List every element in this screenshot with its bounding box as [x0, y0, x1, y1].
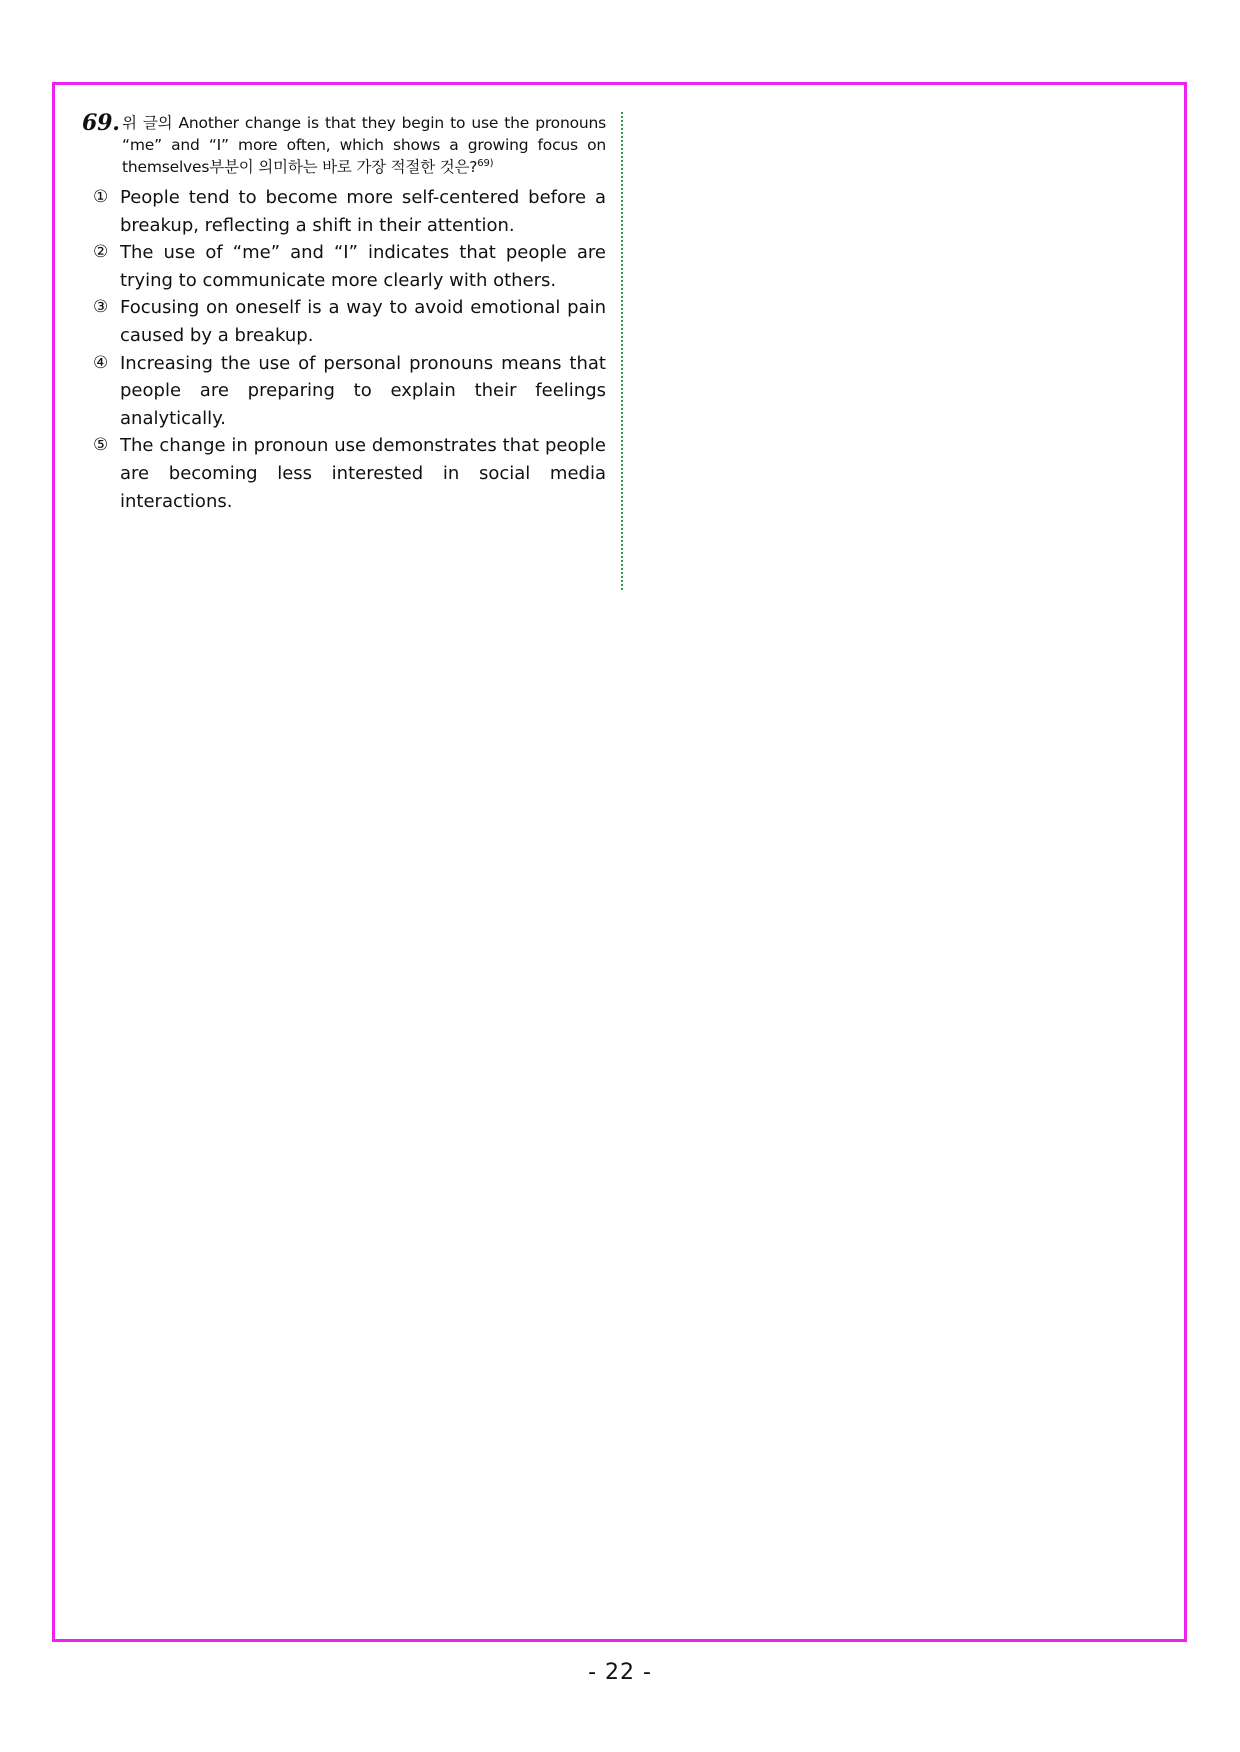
- choice-3[interactable]: [82, 294, 606, 349]
- choice-text: People tend to become more self-centered before a breakup, reflecting a shift in their attention.: [120, 187, 606, 236]
- choice-text: Focusing on oneself is a way to avoid emotional pain caused by a breakup.: [120, 297, 606, 346]
- question-prompt: 위 글의 Another change is that they begin to use the pronouns “me” and “I” more often, which shows a growing focus on themselves부분이 의미하는 바로 가장 적절한 것은?: [122, 114, 606, 176]
- choice-4[interactable]: [82, 350, 606, 433]
- choice-marker: ②: [93, 242, 109, 263]
- question-69: [82, 112, 606, 515]
- choice-5[interactable]: [82, 432, 606, 515]
- choice-1[interactable]: [82, 184, 606, 239]
- choice-text: The change in pronoun use demonstrates that people are becoming less interested in social media interactions.: [120, 435, 606, 512]
- choice-marker: ①: [93, 187, 109, 207]
- page-number: - 22 -: [588, 1660, 652, 1685]
- question-header: [82, 112, 606, 178]
- choice-2[interactable]: [82, 239, 606, 294]
- choice-marker: ④: [93, 352, 109, 373]
- choice-text: The use of “me” and “I” indicates that people are trying to communicate more clearly with others.: [120, 242, 606, 291]
- choice-text: Increasing the use of personal pronouns means that people are preparing to explain their feelings analytically.: [120, 352, 606, 429]
- column-divider: [621, 112, 623, 590]
- answer-choices: [82, 184, 606, 515]
- question-number: 69.: [82, 110, 120, 136]
- choice-marker: ⑤: [93, 435, 109, 456]
- footnote-marker: 69): [477, 157, 494, 169]
- choice-marker: ③: [93, 297, 109, 318]
